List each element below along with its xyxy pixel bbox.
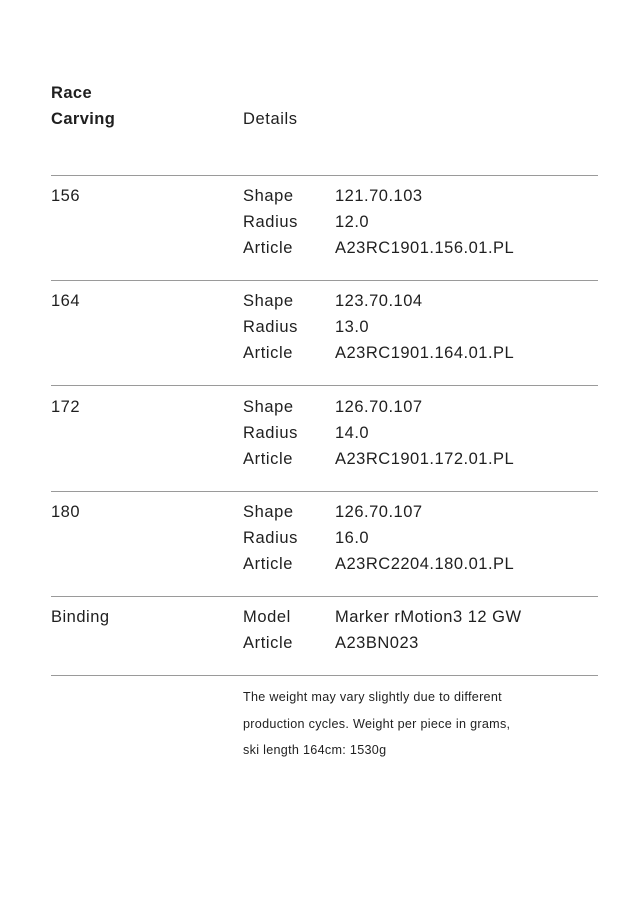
field-key: Radius <box>243 529 298 547</box>
divider <box>51 175 598 176</box>
field-key: Article <box>243 450 294 468</box>
field-key: Article <box>243 555 294 573</box>
field-value: A23RC1901.164.01.PL <box>335 344 515 362</box>
spec-field <box>0 235 639 261</box>
field-value: 12.0 <box>335 213 370 231</box>
details-column-heading: Details <box>243 110 298 128</box>
field-key: Shape <box>243 187 294 205</box>
field-key: Shape <box>243 503 294 521</box>
spec-field <box>0 604 639 630</box>
field-key: Model <box>243 608 291 626</box>
field-value: 126.70.107 <box>335 398 423 416</box>
divider <box>51 385 598 386</box>
field-key: Shape <box>243 292 294 310</box>
field-value: A23RC1901.156.01.PL <box>335 239 515 257</box>
field-value: 123.70.104 <box>335 292 423 310</box>
spec-field <box>0 183 639 209</box>
divider <box>51 596 598 597</box>
field-key: Article <box>243 239 294 257</box>
spec-field <box>0 288 639 314</box>
field-key: Shape <box>243 398 294 416</box>
section-title <box>51 80 115 132</box>
row-label: 156 <box>51 187 81 205</box>
field-value: A23RC1901.172.01.PL <box>335 450 515 468</box>
spec-field <box>0 209 639 235</box>
title-line-1: Race <box>51 84 93 102</box>
divider <box>51 675 598 676</box>
divider <box>51 491 598 492</box>
field-key: Article <box>243 344 294 362</box>
row-label: 180 <box>51 503 81 521</box>
spec-field <box>0 394 639 420</box>
spec-field <box>0 551 639 577</box>
spec-field <box>0 525 639 551</box>
note-line: production cycles. Weight per piece in grams, <box>243 716 511 731</box>
field-key: Article <box>243 634 294 652</box>
spec-field <box>0 446 639 472</box>
field-value: 121.70.103 <box>335 187 423 205</box>
field-value: 126.70.107 <box>335 503 423 521</box>
title-line-2: Carving <box>51 110 116 128</box>
field-value: 14.0 <box>335 424 370 442</box>
spec-field <box>0 499 639 525</box>
field-value: 13.0 <box>335 318 370 336</box>
spec-field <box>0 420 639 446</box>
field-key: Radius <box>243 318 298 336</box>
spec-field <box>0 314 639 340</box>
spec-field <box>0 340 639 366</box>
divider <box>51 280 598 281</box>
row-label: Binding <box>51 608 110 626</box>
row-label: 172 <box>51 398 81 416</box>
field-value: A23RC2204.180.01.PL <box>335 555 515 573</box>
field-value: 16.0 <box>335 529 370 547</box>
spec-field <box>0 630 639 656</box>
field-key: Radius <box>243 213 298 231</box>
weight-note <box>243 684 573 764</box>
field-value: A23BN023 <box>335 634 419 652</box>
field-key: Radius <box>243 424 298 442</box>
row-label: 164 <box>51 292 81 310</box>
note-line: ski length 164cm: 1530g <box>243 743 387 757</box>
note-line: The weight may vary slightly due to different <box>243 690 502 704</box>
field-value: Marker rMotion3 12 GW <box>335 608 522 626</box>
